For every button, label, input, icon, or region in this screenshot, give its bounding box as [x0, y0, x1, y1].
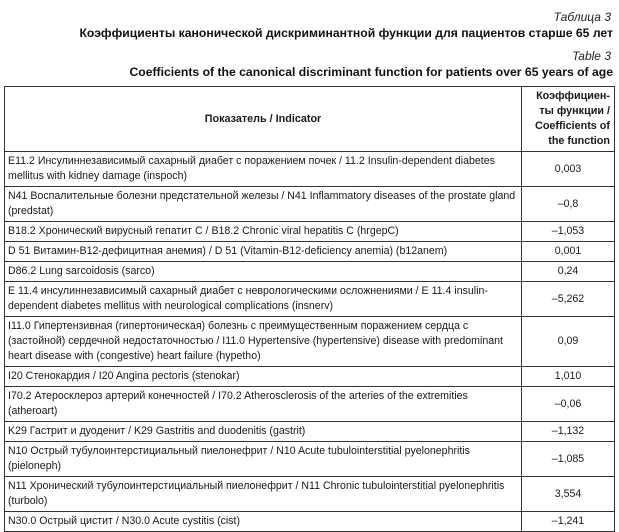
indicator-cell: I70.2 Атеросклероз артерий конечностей / I70.2 Atherosclerosis of the arteries of the extremities (atheroart) [5, 387, 522, 422]
coefficient-cell: 0,09 [522, 317, 615, 367]
table-row [5, 262, 615, 282]
table-label-ru: Таблица 3 [553, 10, 611, 24]
table-row [5, 317, 615, 367]
table-row [5, 512, 615, 532]
indicator-cell: N41 Воспалительные болезни предстательной железы / N41 Inflammatory diseases of the prostate gland (predstat) [5, 187, 522, 222]
indicator-cell: N11 Хронический тубулоинтерстициальный пиелонефрит / N11 Chronic tubulointerstitial pyelonephritis (turbolo) [5, 477, 522, 512]
header-coefficient: Коэффициен-ты функции / Coefficients of the function [522, 87, 615, 152]
coefficient-cell: 0,001 [522, 242, 615, 262]
table-label-en: Table 3 [572, 49, 611, 63]
table-row [5, 152, 615, 187]
coefficient-cell: –1,085 [522, 442, 615, 477]
coefficient-cell: –0,06 [522, 387, 615, 422]
table-row [5, 187, 615, 222]
header-indicator: Показатель / Indicator [5, 87, 522, 152]
indicator-cell: K29 Гастрит и дуоденит / K29 Gastritis and duodenitis (gastrit) [5, 422, 522, 442]
coefficient-cell: –0,8 [522, 187, 615, 222]
coefficients-table [4, 86, 615, 532]
indicator-cell: E11.2 Инсулиннезависимый сахарный диабет с поражением почек / 11.2 Insulin-dependent diabetes mellitus with kidney damage (inspoch) [5, 152, 522, 187]
coefficient-cell: 0,24 [522, 262, 615, 282]
table-row [5, 387, 615, 422]
coefficient-cell: –1,241 [522, 512, 615, 532]
coefficient-cell: 0,003 [522, 152, 615, 187]
coefficient-cell: –1,132 [522, 422, 615, 442]
table-row [5, 242, 615, 262]
table-row [5, 477, 615, 512]
indicator-cell: I11.0 Гипертензивная (гипертоническая) болезнь с преимущественным поражением сердца с (застойной) сердечной недостаточностью / I11.0 Hypertensive (hypertensive) disease with predominant heart disease with (congestive) heart failure (hypetho) [5, 317, 522, 367]
indicator-cell: N10 Острый тубулоинтерстициальный пиелонефрит / N10 Acute tubulointerstitial pyelonephritis (pieloneph) [5, 442, 522, 477]
table-row [5, 222, 615, 242]
coefficient-cell: 1,010 [522, 367, 615, 387]
indicator-cell: D 51 Витамин-B12-дефицитная анемия) / D 51 (Vitamin-B12-deficiency anemia) (b12anem) [5, 242, 522, 262]
indicator-cell: E 11.4 инсулиннезависимый сахарный диабет с неврологическими осложнениями / E 11.4 insulin-dependent diabetes mellitus with neurological complications (insnerv) [5, 282, 522, 317]
table-row [5, 282, 615, 317]
table-body [5, 152, 615, 532]
indicator-cell: I20 Стенокардия / I20 Angina pectoris (stenokar) [5, 367, 522, 387]
indicator-cell: D86.2 Lung sarcoidosis (sarco) [5, 262, 522, 282]
indicator-cell: B18.2 Хронический вирусный гепатит С / B18.2 Chronic viral hepatitis C (hrgepC) [5, 222, 522, 242]
coefficient-cell: –5,262 [522, 282, 615, 317]
coefficient-cell: –1,053 [522, 222, 615, 242]
coefficient-cell: 3,554 [522, 477, 615, 512]
table-title-ru: Коэффициенты канонической дискриминантной функции для пациентов старше 65 лет [79, 26, 613, 40]
table-title-en: Coefficients of the canonical discriminant function for patients over 65 years of age [129, 65, 613, 79]
table-header-row [5, 87, 615, 152]
indicator-cell: N30.0 Острый цистит / N30.0 Acute cystitis (cist) [5, 512, 522, 532]
table-row [5, 442, 615, 477]
table-row [5, 422, 615, 442]
table-row [5, 367, 615, 387]
